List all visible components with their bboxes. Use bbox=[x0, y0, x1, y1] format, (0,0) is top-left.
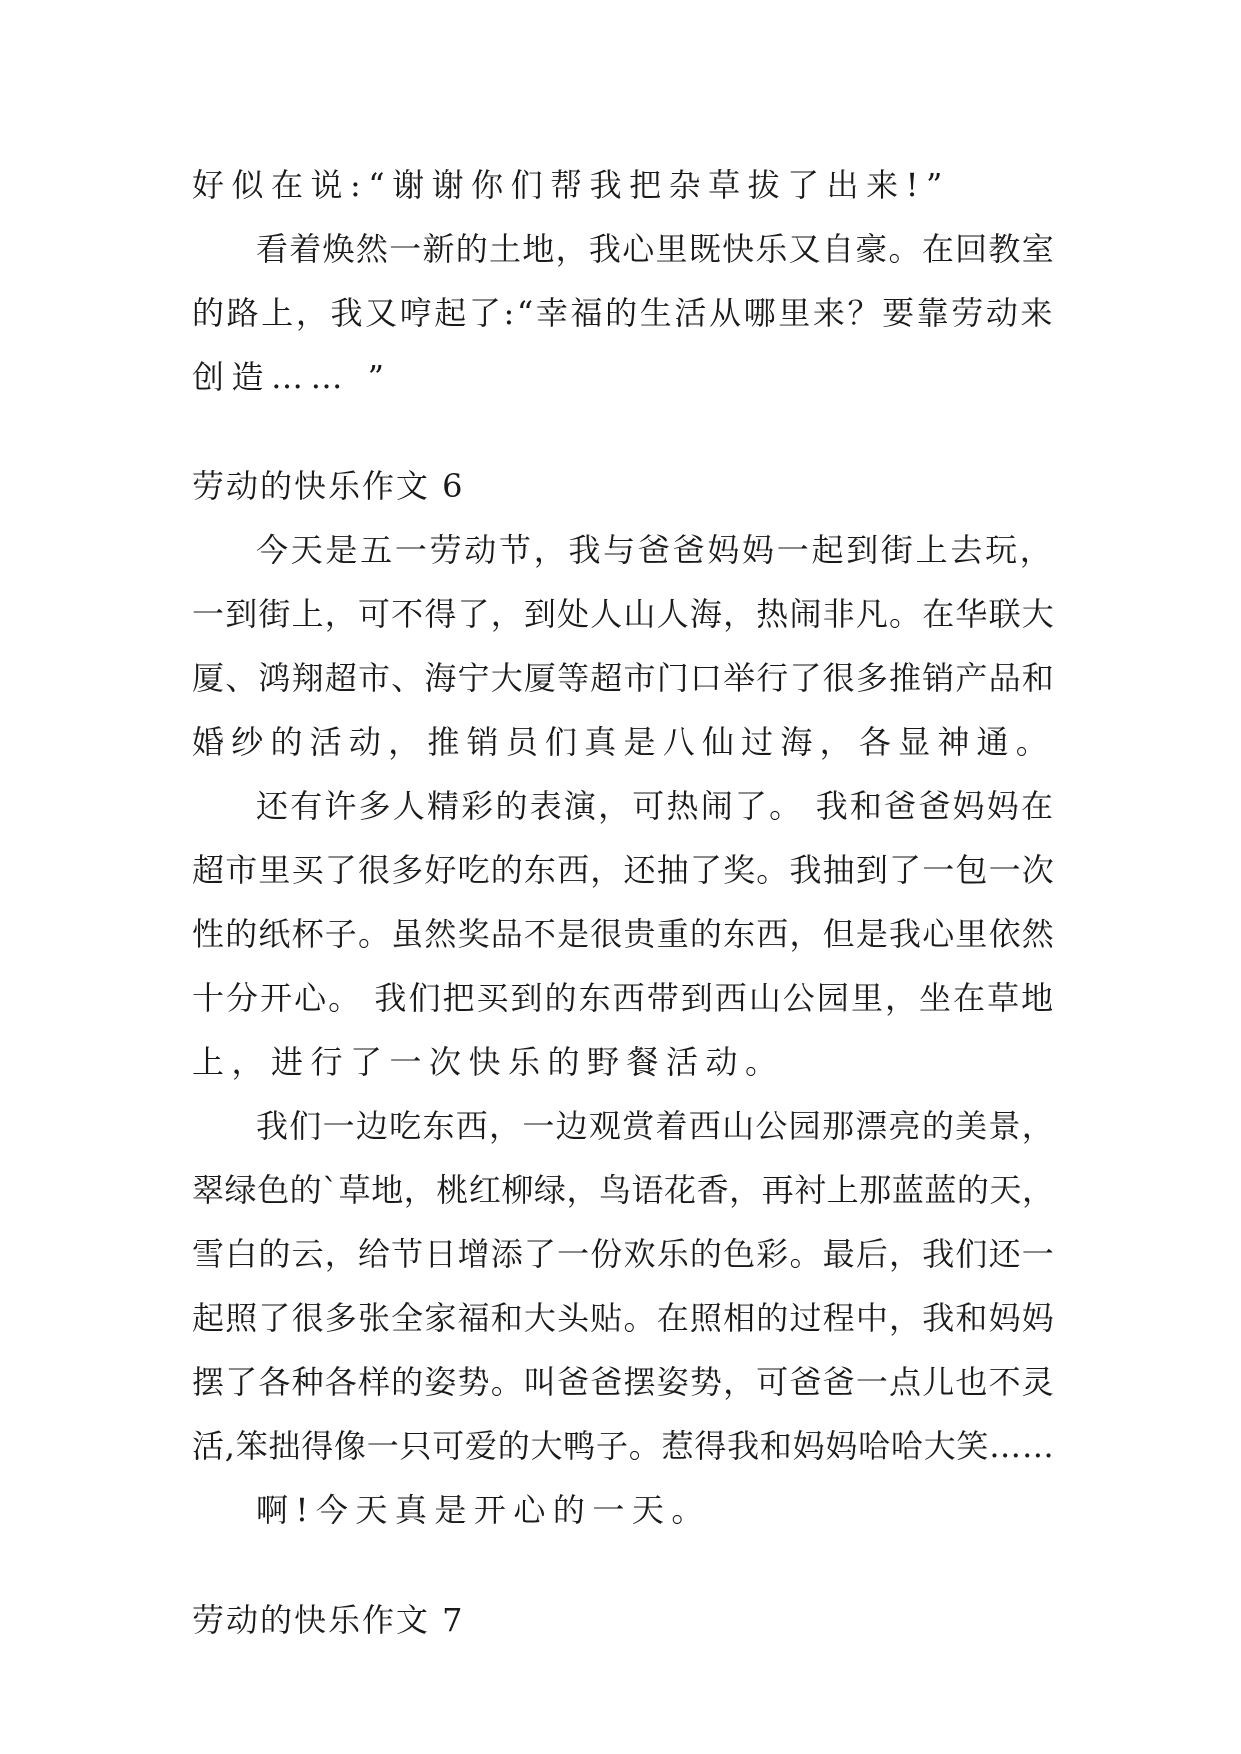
section-heading: 劳动的快乐作文 7 bbox=[192, 1601, 465, 1639]
text-line: 还有许多人精彩的表演，可热闹了。 我和爸爸妈妈在 bbox=[256, 787, 1056, 825]
text-line: 今天是五一劳动节，我与爸爸妈妈一起到街上去玩， bbox=[256, 531, 1055, 569]
text-line: 雪白的云，给节日增添了一份欢乐的色彩。最后，我们还一 bbox=[192, 1235, 1056, 1273]
text-line: 十分开心。 我们把买到的东西带到西山公园里，坐在草地 bbox=[192, 979, 1056, 1017]
text-line: 啊!今天真是开心的一天。 bbox=[256, 1491, 711, 1529]
text-line: 超市里买了很多好吃的东西，还抽了奖。我抽到了一包一次 bbox=[192, 851, 1056, 889]
section-heading: 劳动的快乐作文 6 bbox=[192, 467, 465, 505]
text-line: 我们一边吃东西，一边观赏着西山公园那漂亮的美景， bbox=[256, 1107, 1056, 1145]
text-line: 厦、鸿翔超市、海宁大厦等超市门口举行了很多推销产品和 bbox=[192, 659, 1056, 697]
text-line: 活,笨拙得像一只可爱的大鸭子。惹得我和妈妈哈哈大笑…… bbox=[192, 1427, 1055, 1465]
text-line: 摆了各种各样的姿势。叫爸爸摆姿势，可爸爸一点儿也不灵 bbox=[192, 1363, 1056, 1401]
text-line: 一到街上，可不得了，到处人山人海，热闹非凡。在华联大 bbox=[192, 595, 1056, 633]
text-line: 起照了很多张全家福和大头贴。在照相的过程中，我和妈妈 bbox=[192, 1299, 1056, 1337]
text-line: 看着焕然一新的土地，我心里既快乐又自豪。在回教室 bbox=[256, 230, 1056, 268]
text-line: 婚纱的活动，推销员们真是八仙过海，各显神通。 bbox=[192, 723, 1056, 761]
text-line: 好似在说:“谢谢你们帮我把杂草拔了出来!” bbox=[192, 166, 950, 204]
text-line: 翠绿色的`草地，桃红柳绿，鸟语花香，再衬上那蓝蓝的天， bbox=[192, 1171, 1055, 1209]
text-line: 性的纸杯子。虽然奖品不是很贵重的东西，但是我心里依然 bbox=[192, 915, 1056, 953]
text-line: 上，进行了一次快乐的野餐活动。 bbox=[192, 1043, 785, 1081]
text-line: 的路上，我又哼起了:“幸福的生活从哪里来？要靠劳动来 bbox=[192, 294, 1056, 332]
text-line: 创造…… ” bbox=[192, 358, 392, 396]
